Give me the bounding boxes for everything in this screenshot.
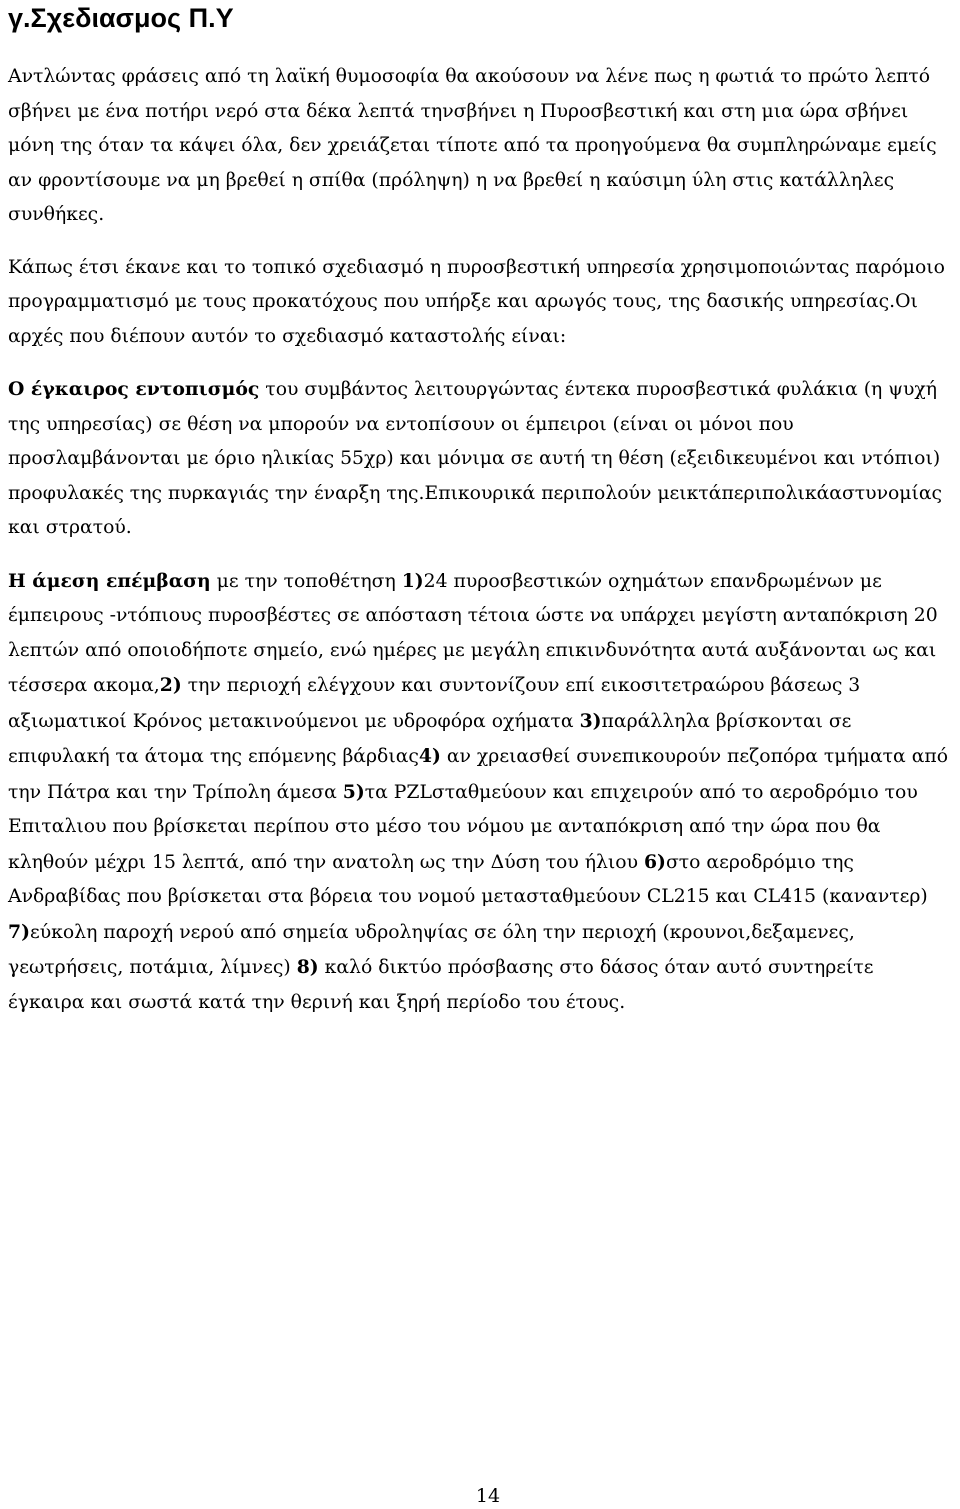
paragraph-early-detection (8, 372, 952, 546)
paragraph-text: την περιοχή ελέγχουν και συντονίζουν επί εικοσιτετραώρου βάσεως 3 αξιωματικοί Κρόνος μετακινούμενοι με υδροφόρα οχήματα (8, 675, 861, 732)
paragraph-text: με την τοποθέτηση (210, 570, 402, 592)
item-number-4: 4) (418, 745, 441, 767)
bold-lead-early-detection: Ο έγκαιρος εντοπισμός (8, 378, 260, 400)
paragraph-text: καλό δικτύο πρόσβασης στο δάσος όταν αυτό συντηρείτε έγκαιρα και σωστά κατά την θερινή και ξηρή περίοδο του έτους. (8, 957, 874, 1013)
paragraph-text: τα PZLσταθμεύουν και επιχειρούν από το αεροδρόμιο του Επιταλιου που βρίσκεται περίπου στο μέσο του νόμου με ανταπόκριση από την ώρα που θα κληθούν μέχρι 15 λεπτά, από την ανατολη ως την Δύση του ήλιου (8, 781, 918, 873)
paragraph-immediate-intervention (8, 564, 952, 1021)
item-number-2: 2) (159, 674, 182, 696)
item-number-8: 8) (296, 956, 319, 978)
item-number-3: 3) (579, 709, 602, 732)
item-number-6: 6) (643, 850, 666, 873)
paragraph-text: αν χρειασθεί συνεπικουρούν πεζοπόρα τμήματα από την Πάτρα και την Τρίπολη άμεσα (8, 746, 949, 803)
item-number-1: 1) (401, 569, 424, 592)
bold-lead-immediate-intervention: Η άμεση επέμβαση (8, 569, 211, 592)
paragraph-text: στο αεροδρόμιο της Ανδραβίδας που βρίσκεται στα βόρεια του νομού μετασταθμεύουν CL215 και CL415 (καναντερ) (8, 851, 928, 907)
item-number-7: 7) (8, 920, 30, 943)
section-heading: γ.Σχεδιασμος Π.Υ (8, 3, 234, 33)
paragraph-text: εύκολη παροχή νερού από σημεία υδροληψίας σε όλη την περιοχή (κρουνοι,δεξαμενες, γεωτρήσεις, ποτάμια, λίμνες) (8, 921, 855, 978)
document-page (8, 0, 952, 1038)
paragraph-text: 24 πυροσβεστικών οχημάτων επανδρωμένων με έμπειρους -ντόπιους πυροσβέστες σε απόσταση τέτοια ώστε να υπάρχει μεγίστη ανταπόκριση 20 λεπτών από οποιοδήποτε σημείο, ενώ ημέρες με μεγάλη επικινδυνότητα αυτά αυξάνονται ως και τέσσερα ακομα, (8, 570, 938, 696)
item-number-5: 5) (342, 780, 365, 803)
paragraph-text: παράλληλα βρίσκονται σε επιφυλακή τα άτομα της επόμενης βάρδιας (8, 710, 852, 767)
paragraph-text: του συμβάντος λειτουργώντας έντεκα πυροσβεστικά φυλάκια (η ψυχή της υπηρεσίας) σε θέση να μπορούν να εντοπίσουν οι έμπειροι (είναι οι μόνοι που προσλαμβάνονται με όριο ηλικίας 55χρ) και μόνιμα σε αυτή τη θέση (εξειδικευμένοι και ντόπιοι) προφυλακές της πυρκαγιάς την έναρξη της.Επικουρικά περιπολούν μεικτάπεριπολικάαστυνομίας και στρατού. (8, 379, 943, 538)
paragraph-intro: Αντλώντας φράσεις από τη λαϊκή θυμοσοφία θα ακούσουν να λένε πως η φωτιά το πρώτο λεπτό σβήνει με ένα ποτήρι νερό στα δέκα λεπτά τηνσβήνει η Πυροσβεστική και στη μια ώρα σβήνει μόνη της όταν τα κάψει όλα, δεν χρειάζεται τίποτε από τα προηγούμενα θα συμπληρώναμε εμείς αν φροντίσουμε να μη βρεθεί η σπίθα (πρόληψη) η να βρεθεί η καύσιμη ύλη στις κατάλληλες συνθήκες. (8, 66, 937, 225)
paragraph-planning: Κάπως έτσι έκανε και το τοπικό σχεδιασμό η πυροσβεστική υπηρεσία χρησιμοποιώντας παρόμοιο προγραμματισμό με τους προκατόχους που υπήρξε και αρωγός τους, της δασικής υπηρεσίας.Οι αρχές που διέπουν αυτόν το σχεδιασμό καταστολής είναι: (8, 256, 945, 347)
page-number: 14 (475, 1485, 501, 1507)
